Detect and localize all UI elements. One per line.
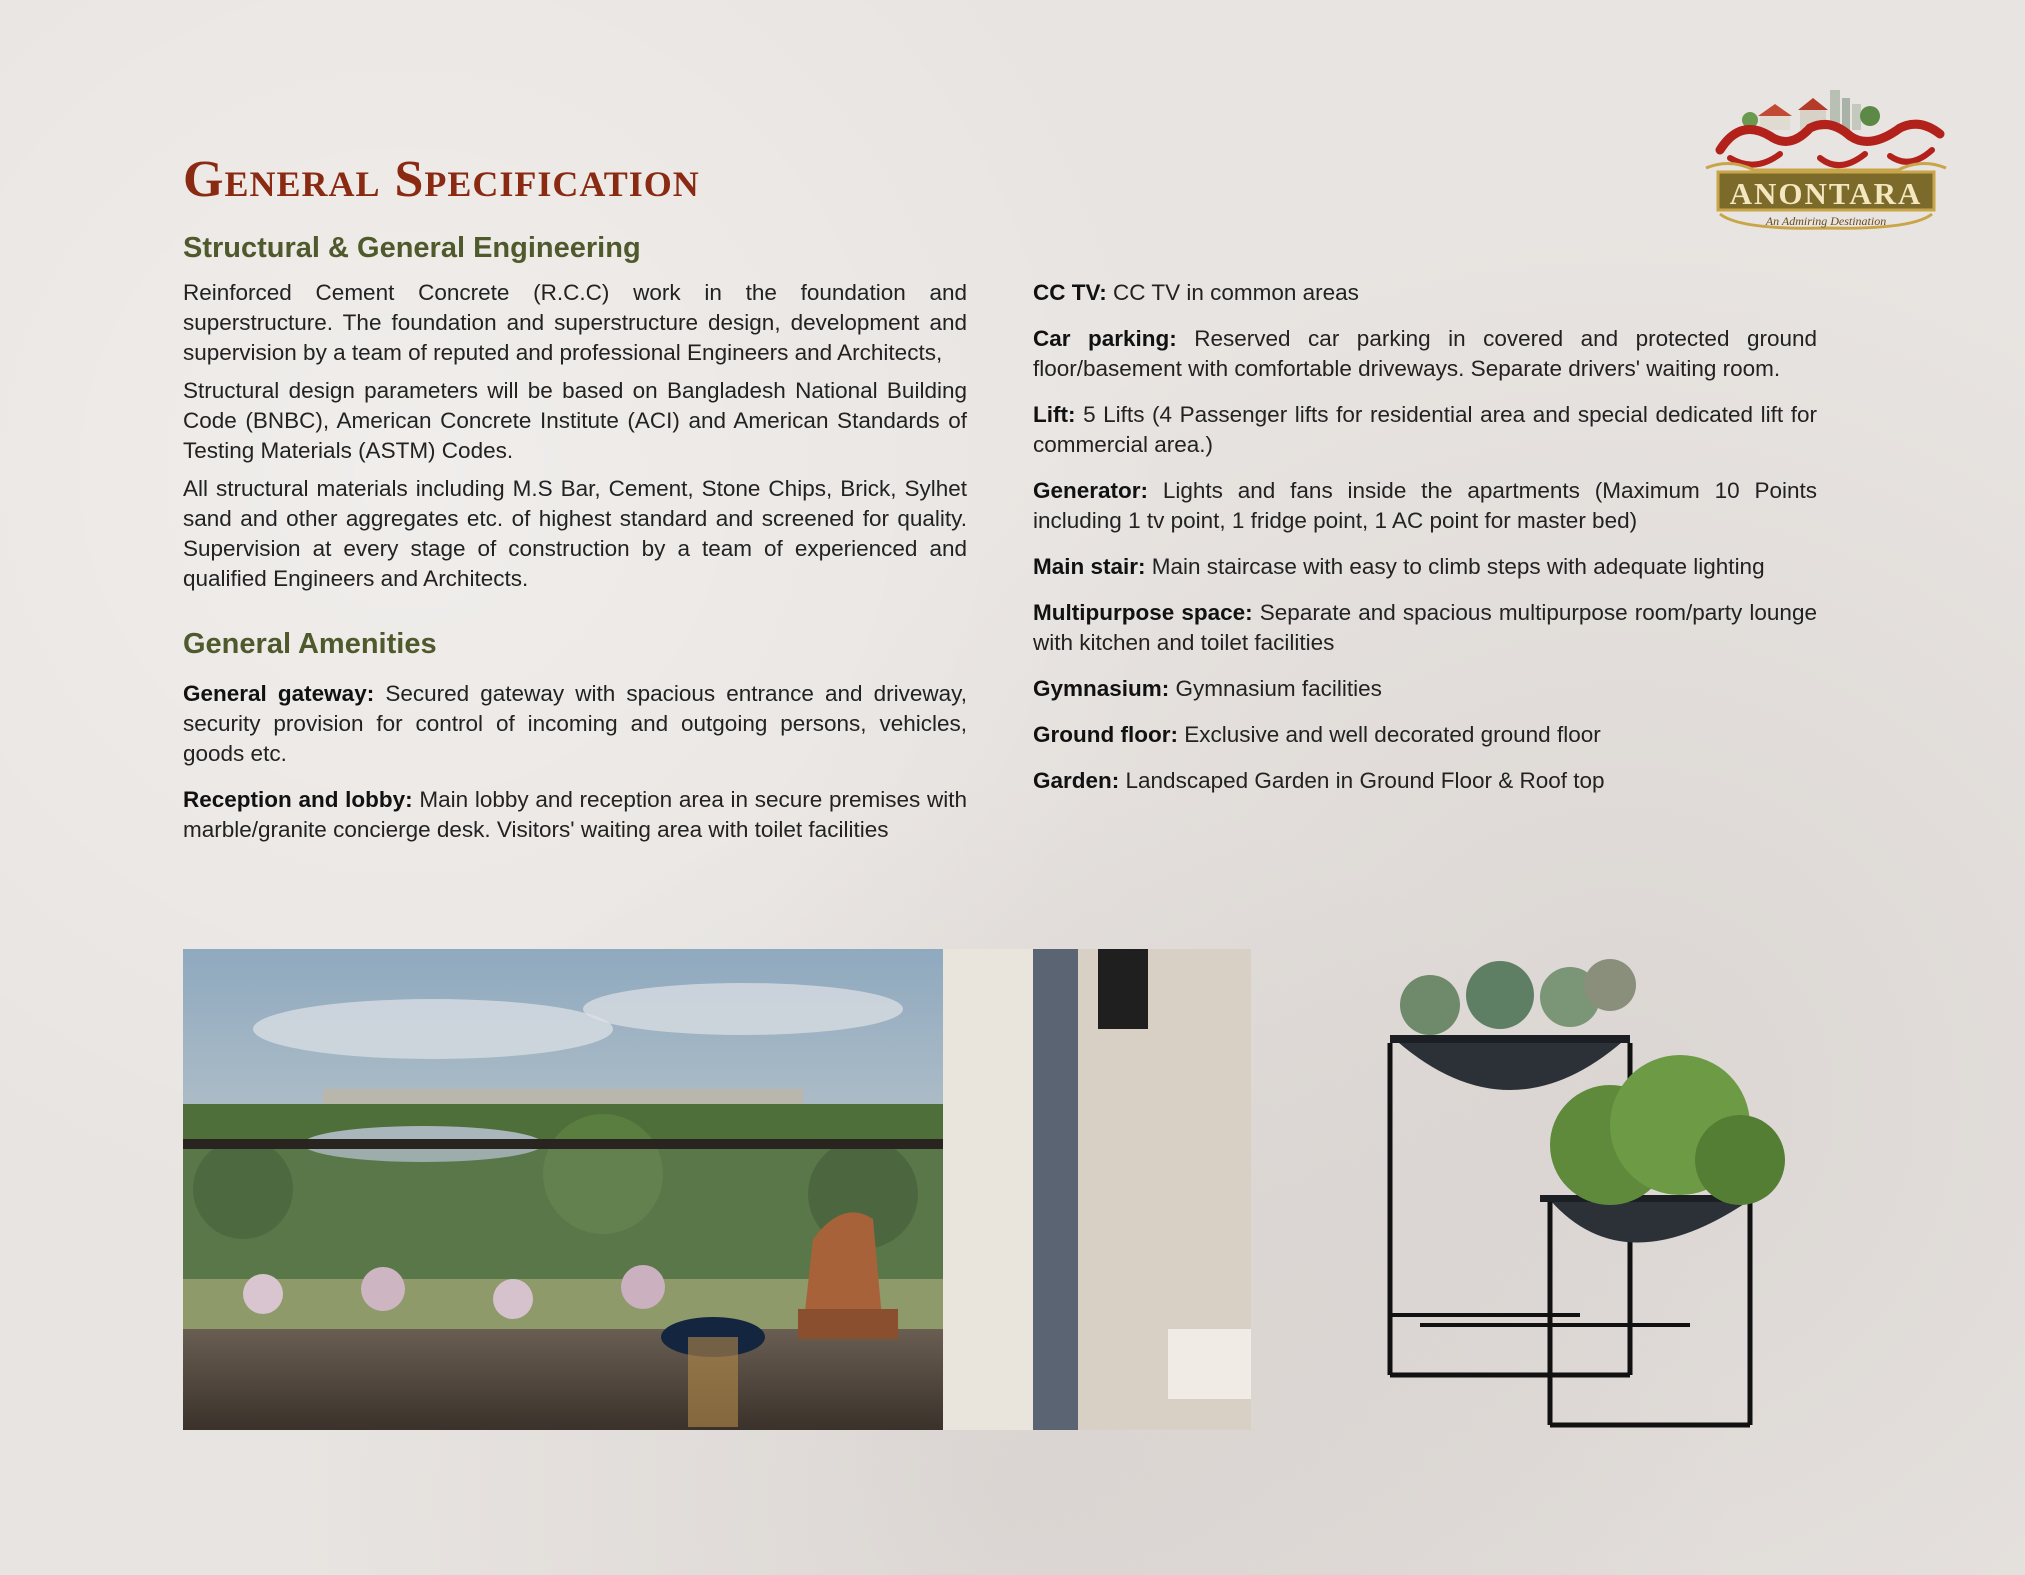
- amenities-heading: General Amenities: [183, 628, 437, 660]
- amenity-item: [1033, 552, 1817, 582]
- amenity-text: Secured gateway with spacious entrance and driveway, security provision for control of incoming and outgoing persons, vehicles, goods etc.: [183, 681, 968, 766]
- amenity-label: Garden:: [1033, 768, 1120, 793]
- amenity-text: Landscaped Garden in Ground Floor & Roof top: [1119, 768, 1605, 793]
- amenity-item: [1033, 278, 1817, 308]
- amenity-label: Ground floor:: [1033, 722, 1178, 747]
- amenity-item: [1033, 598, 1817, 658]
- amenity-item: [183, 785, 967, 845]
- structural-paragraph: All structural materials including M.S Bar, Cement, Stone Chips, Brick, Sylhet sand and other aggregates etc. of highest standard and screened for quality. Supervision at every stage of construction by a team of experienced and qualified Engineers and Architects.: [183, 476, 967, 591]
- amenity-text: Gymnasium facilities: [1169, 676, 1382, 701]
- amenity-label: Main stair:: [1033, 554, 1146, 579]
- amenity-item: [1033, 674, 1817, 704]
- amenity-label: CC TV:: [1033, 280, 1107, 305]
- amenity-item: [1033, 720, 1817, 750]
- amenity-label: Multipurpose space:: [1033, 600, 1253, 625]
- amenity-label: Lift:: [1033, 402, 1076, 427]
- plant-stands-illustration: [1360, 945, 1860, 1435]
- amenity-label: Generator:: [1033, 478, 1149, 503]
- plant-stands-photo: [1360, 945, 1860, 1435]
- amenity-text: Main lobby and reception area in secure premises with marble/granite concierge desk. Visitors' waiting area with toilet facilities: [183, 787, 967, 842]
- amenity-text: Lights and fans inside the apartments (Maximum 10 Points including 1 tv point, 1 fridge point, 1 AC point for master bed): [1033, 478, 1817, 533]
- anontara-logo: [1700, 88, 1952, 238]
- amenity-item: [1033, 766, 1817, 796]
- amenity-text: CC TV in common areas: [1106, 280, 1359, 305]
- amenity-text: 5 Lifts (4 Passenger lifts for residential area and special dedicated lift for commercial area.): [1033, 402, 1817, 457]
- amenity-text: Reserved car parking in covered and protected ground floor/basement with comfortable driveways. Separate drivers' waiting room.: [1033, 326, 1818, 381]
- amenity-label: Reception and lobby:: [183, 787, 413, 812]
- structural-paragraph: Reinforced Cement Concrete (R.C.C) work in the foundation and superstructure. The foundation and superstructure design, development and supervision by a team of reputed and professional Engineers and Architects,: [183, 280, 967, 365]
- amenity-item: [1033, 476, 1817, 536]
- structural-section: [183, 278, 967, 602]
- amenity-item: [1033, 324, 1817, 384]
- amenity-label: Gymnasium:: [1033, 676, 1170, 701]
- logo-tagline: An Admiring Destination: [1765, 214, 1887, 228]
- amenity-text: Main staircase with easy to climb steps with adequate lighting: [1145, 554, 1765, 579]
- structural-paragraph: Structural design parameters will be based on Bangladesh National Building Code (BNBC), American Concrete Institute (ACI) and American Standards of Testing Materials (ASTM) Codes.: [183, 378, 967, 463]
- logo-wordmark: ANONTARA: [1729, 176, 1923, 211]
- amenity-text: Separate and spacious multipurpose room/party lounge with kitchen and toilet facilities: [1033, 600, 1817, 655]
- amenity-label: Car parking:: [1033, 326, 1177, 351]
- amenities-right-list: [1033, 278, 1817, 812]
- page-title: General Specification: [183, 151, 700, 208]
- structural-heading: Structural & General Engineering: [183, 232, 641, 264]
- amenities-left-list: [183, 679, 967, 861]
- amenity-text: Exclusive and well decorated ground floor: [1177, 722, 1601, 747]
- amenity-item: [183, 679, 967, 769]
- balcony-photo: [183, 949, 1251, 1430]
- amenity-label: General gateway:: [183, 681, 375, 706]
- amenity-item: [1033, 400, 1817, 460]
- balcony-illustration: [183, 949, 1251, 1430]
